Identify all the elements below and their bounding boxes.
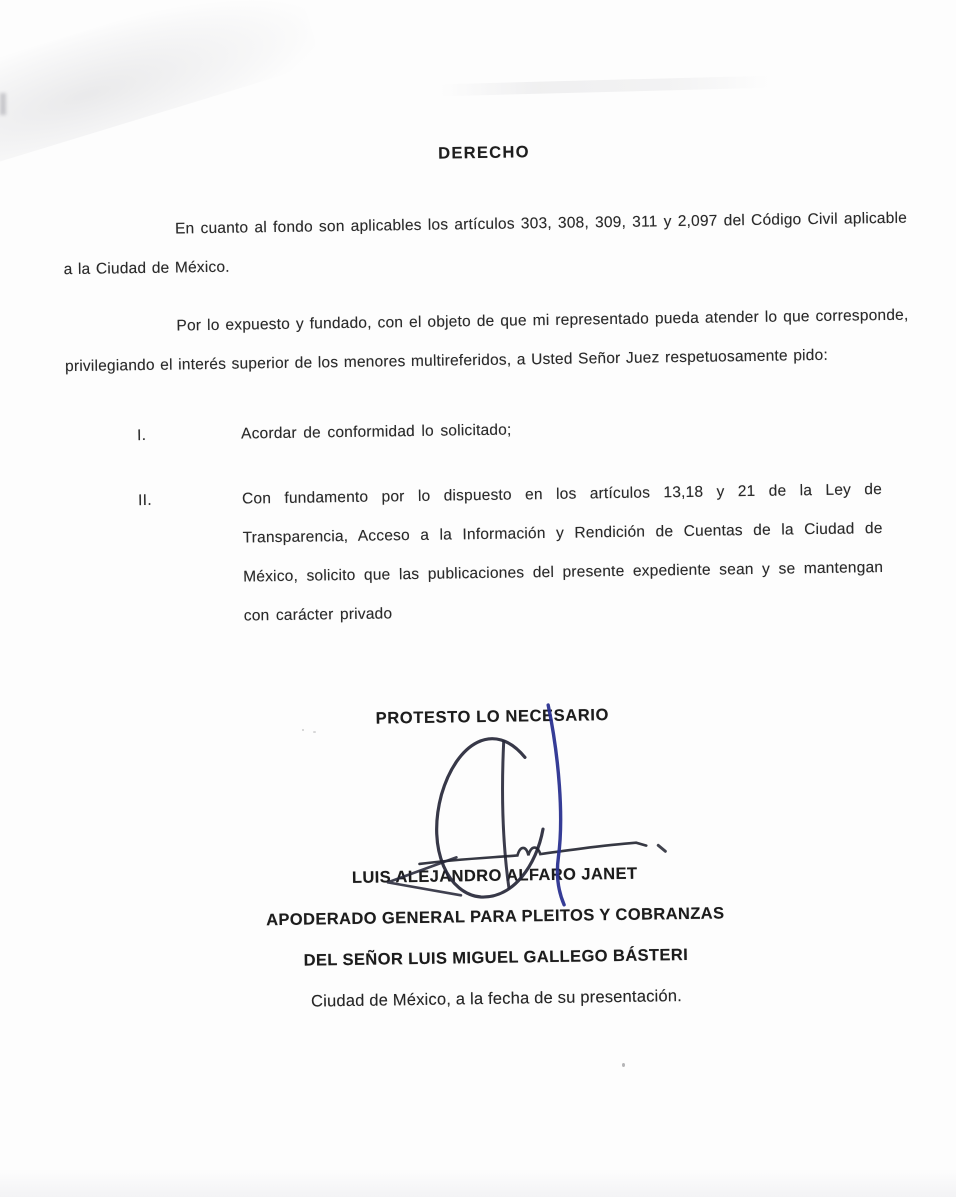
petition-item <box>66 405 910 457</box>
petition-text: Acordar de conformidad lo solicitado; <box>240 421 512 443</box>
petition-text: Con fundamento por lo dispuesto en los artículos 13,18 y 21 de la Ley de Transparencia, Acceso a la Información y Rendición de Cuentas de la Ciudad de México, solicito que las publicaciones del presente expediente sean y se mantengan con carácter privado <box>241 481 884 625</box>
signatory-name: LUIS ALEJANDRO ALFARO JANET <box>351 864 638 887</box>
place-date-line: Ciudad de México, a la fecha de su presentación. <box>310 987 683 1011</box>
petition-numeral: I. <box>136 426 147 445</box>
principal-name: DEL SEÑOR LUIS MIGUEL GALLEGO BÁSTERI <box>303 945 689 970</box>
petition-numeral: II. <box>137 491 153 510</box>
signatory-capacity: APODERADO GENERAL PARA PLEITOS Y COBRANZAS <box>265 904 725 930</box>
paragraph-fundamento-derecho: En cuanto al fondo son aplicables los artículos 303, 308, 309, 311 y 2,097 del Código Civil aplicable a la Ciudad de México. <box>63 209 908 279</box>
section-heading: DERECHO <box>438 143 530 163</box>
protest-declaration: PROTESTO LO NECESARIO <box>375 706 610 728</box>
petition-item <box>67 470 913 639</box>
paragraph-petitorio-intro: Por lo expuesto y fundado, con el objeto de que mi representado pueda atender lo que corresponde, privilegiando el interés superior de los menores multireferidos, a Usted Señor Juez respetuosamente pido: <box>64 306 909 376</box>
signature-block <box>72 850 918 1027</box>
